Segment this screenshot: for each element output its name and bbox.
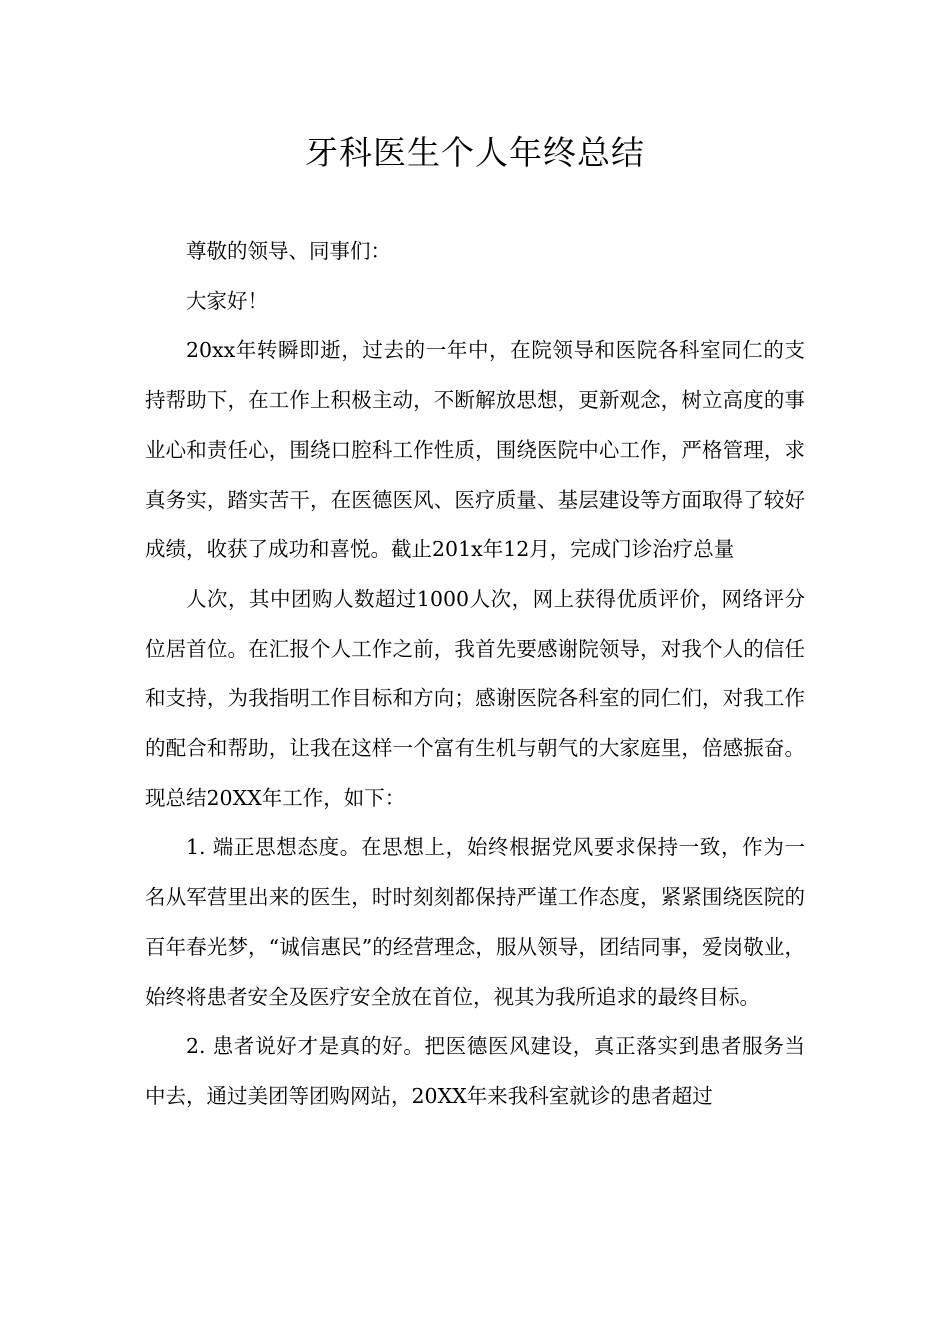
paragraph: 2. 患者说好才是真的好。把医德医风建设，真正落实到患者服务当中去，通过美团等团购网站，20XX年来我科室就诊的患者超过 bbox=[145, 1034, 805, 1108]
greeting: 大家好！ bbox=[186, 288, 268, 313]
paragraph: 人次，其中团购人数超过1000人次，网上获得优质评价，网络评分位居首位。在汇报个人工作之前，我首先要感谢院领导，对我个人的信任和支持，为我指明工作目标和方向；感谢医院各科室的同仁们，对我工作的配合和帮助，让我在这样一个富有生机与朝气的大家庭里，倍感振奋。现总结20XX年工作，如下： bbox=[145, 586, 805, 810]
document-body bbox=[145, 227, 805, 1122]
paragraph: 1. 端正思想态度。在思想上，始终根据党风要求保持一致，作为一名从军营里出来的医生，时时刻刻都保持严谨工作态度，紧紧围绕医院的百年春光梦，“诚信惠民”的经营理念，服从领导，团结同事，爱岗敬业，始终将患者安全及医疗安全放在首位，视其为我所追求的最终目标。 bbox=[145, 835, 805, 1009]
salutation: 尊敬的领导、同事们： bbox=[186, 239, 391, 263]
paragraph: 20xx年转瞬即逝，过去的一年中，在院领导和医院各科室同仁的支持帮助下，在工作上积极主动，不断解放思想，更新观念，树立高度的事业心和责任心，围绕口腔科工作性质，围绕医院中心工作，严格管理，求真务实，踏实苦干，在医德医风、医疗质量、基层建设等方面取得了较好成绩，收获了成功和喜悦。截止201x年12月，完成门诊治疗总量 bbox=[145, 338, 805, 562]
document-title: 牙科医生个人年终总结 bbox=[305, 133, 645, 172]
